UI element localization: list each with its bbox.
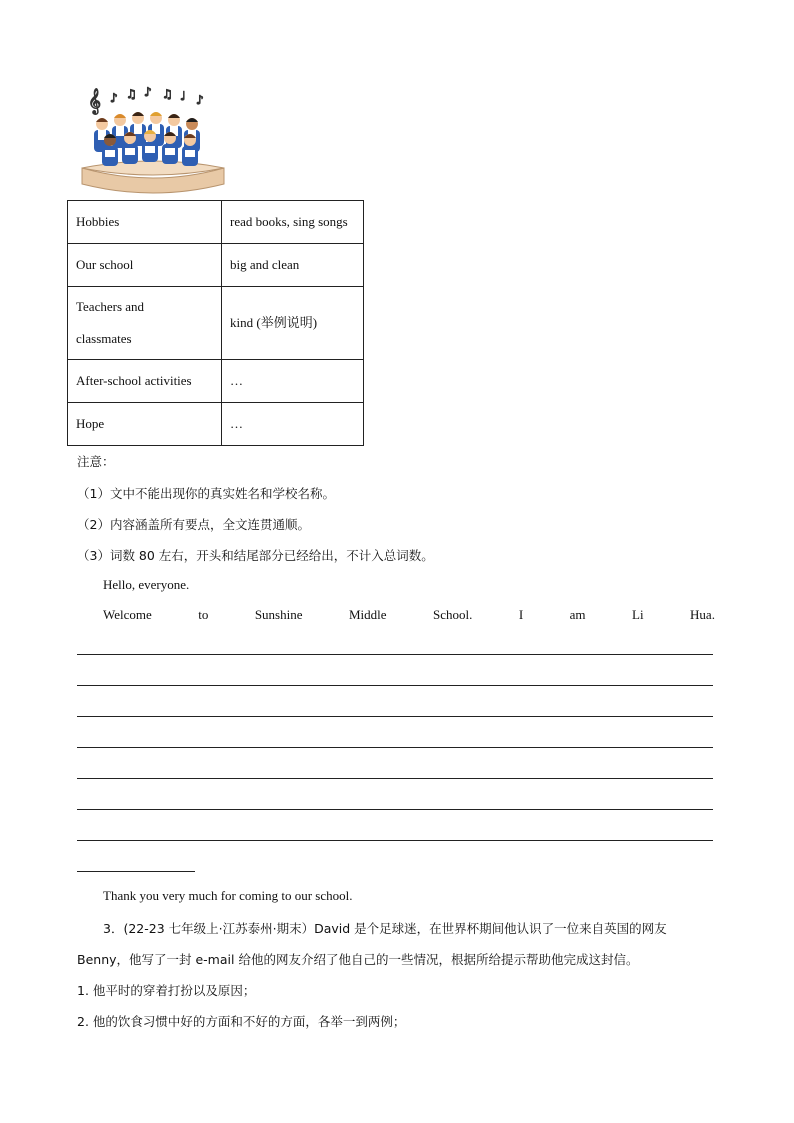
svg-text:♪: ♪ — [196, 93, 204, 107]
writing-line-short[interactable] — [77, 871, 195, 872]
table-value: read books, sing songs — [222, 201, 364, 244]
question3-point: 2. 他的饮食习惯中好的方面和不好的方面，各举一到两例； — [77, 1014, 406, 1029]
essay-word: School. — [433, 607, 473, 622]
table-row — [68, 201, 364, 244]
svg-text:♫: ♫ — [126, 87, 137, 101]
notes-title: 注意： — [77, 454, 115, 469]
essay-greeting: Hello, everyone. — [103, 577, 190, 592]
question3-point: 1. 他平时的穿着打扮以及原因； — [77, 983, 256, 998]
writing-line[interactable] — [77, 716, 713, 717]
writing-line[interactable] — [77, 685, 713, 686]
choir-illustration — [80, 84, 226, 194]
note-item: （3）词数 80 左右，开头和结尾部分已经给出，不计入总词数。 — [77, 548, 434, 563]
essay-word: Middle — [348, 607, 387, 622]
essay-word: I — [518, 607, 524, 622]
table-row — [68, 244, 364, 287]
table-value: kind (举例说明) — [222, 287, 364, 360]
table-label: Hope — [68, 403, 222, 446]
essay-opening-line — [103, 607, 715, 623]
info-table — [67, 200, 364, 446]
svg-text:♩: ♩ — [180, 89, 186, 103]
question3-line1: 3．(22-23 七年级上·江苏泰州·期末）David 是个足球迷，在世界杯期间他认识了一位来自英国的网友 — [103, 921, 667, 936]
table-label: After-school activities — [68, 360, 222, 403]
table-row — [68, 287, 364, 360]
essay-closing: Thank you very much for coming to our school. — [103, 888, 353, 903]
note-item: （2）内容涵盖所有要点，全文连贯通顺。 — [77, 517, 310, 532]
essay-word: to — [198, 607, 209, 622]
essay-word: Hua. — [690, 607, 715, 622]
table-row — [68, 403, 364, 446]
treble-clef-icon: 𝄞 — [88, 89, 102, 114]
writing-line[interactable] — [77, 809, 713, 810]
essay-word: am — [569, 607, 586, 622]
svg-text:♪: ♪ — [144, 85, 152, 99]
essay-word: Sunshine — [254, 607, 303, 622]
svg-text:♫: ♫ — [162, 87, 173, 101]
essay-word: Li — [632, 607, 644, 622]
table-value: … — [222, 360, 364, 403]
writing-line[interactable] — [77, 654, 713, 655]
svg-text:♪: ♪ — [110, 91, 118, 105]
table-value: big and clean — [222, 244, 364, 287]
table-row — [68, 360, 364, 403]
question3-line2: Benny，他写了一封 e-mail 给他的网友介绍了他自己的一些情况，根据所给提示帮助他完成这封信。 — [77, 952, 639, 967]
table-label: Teachers and classmates — [68, 287, 222, 360]
writing-line[interactable] — [77, 747, 713, 748]
writing-line[interactable] — [77, 840, 713, 841]
table-value: … — [222, 403, 364, 446]
table-label: Hobbies — [68, 201, 222, 244]
writing-line[interactable] — [77, 778, 713, 779]
essay-word: Welcome — [103, 607, 152, 622]
table-label: Our school — [68, 244, 222, 287]
note-item: （1）文中不能出现你的真实姓名和学校名称。 — [77, 486, 335, 501]
